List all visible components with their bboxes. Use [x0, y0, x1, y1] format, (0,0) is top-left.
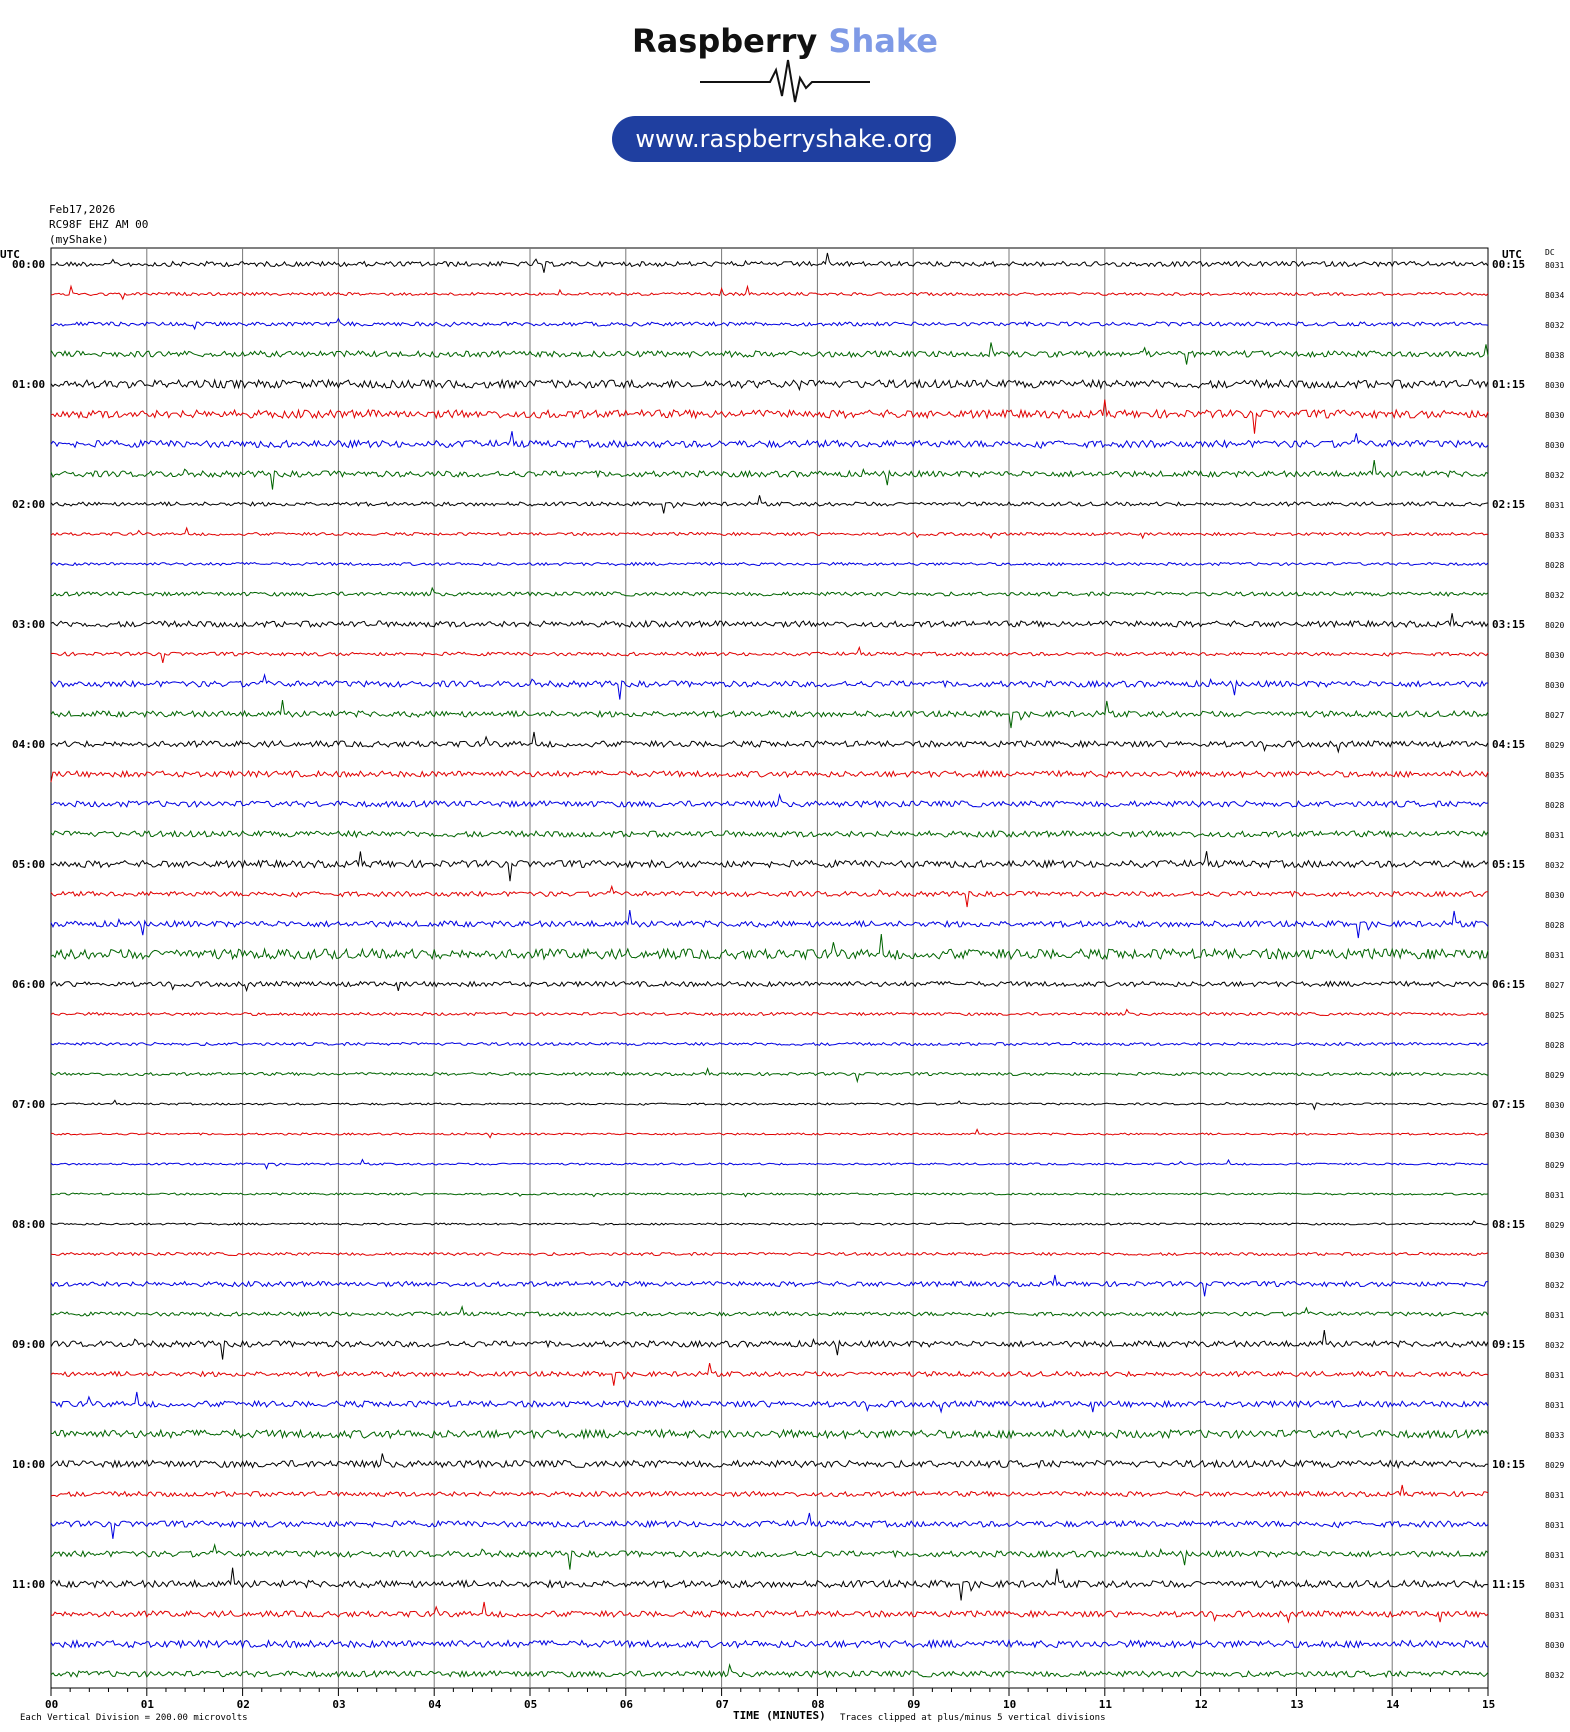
x-tick-label: 02 [236, 1698, 250, 1711]
dc-offset-label: 8031 [1545, 951, 1565, 960]
trace-row [51, 253, 1488, 273]
trace-row [51, 400, 1488, 434]
right-hour-label: 01:15 [1492, 378, 1526, 391]
dc-offset-label: 8029 [1545, 1221, 1565, 1230]
dc-label: DC [1545, 248, 1555, 257]
trace-row [51, 1129, 1488, 1137]
x-tick-label: 08 [811, 1698, 825, 1711]
trace-row [51, 1545, 1488, 1570]
trace-row [51, 528, 1488, 538]
trace-row [51, 1160, 1488, 1169]
left-hour-label: 00:00 [12, 258, 46, 271]
dc-offset-label: 8038 [1545, 351, 1565, 360]
x-axis [45, 1688, 1495, 1711]
dc-offset-label: 8032 [1545, 1341, 1565, 1350]
dc-offset-label: 8031 [1545, 1191, 1565, 1200]
trace-row [51, 1641, 1488, 1648]
left-hour-label: 01:00 [12, 378, 46, 391]
right-utc-label: UTC [1502, 248, 1522, 261]
trace-row [51, 675, 1488, 700]
dc-offset-label: 8029 [1545, 1461, 1565, 1470]
trace-row [51, 1568, 1488, 1601]
brand-accent: Shake [828, 22, 938, 60]
dc-offset-label: 8028 [1545, 921, 1565, 930]
x-tick-label: 15 [1482, 1698, 1496, 1711]
x-tick-label: 01 [140, 1698, 155, 1711]
station-id: RC98F EHZ AM 00 [49, 218, 149, 231]
record-date: Feb17,2026 [49, 203, 116, 216]
dc-offset-label: 8027 [1545, 711, 1565, 720]
trace-row [51, 732, 1488, 752]
trace-row [51, 1485, 1488, 1497]
dc-offset-label: 8030 [1545, 411, 1565, 420]
trace-row [51, 1430, 1488, 1438]
trace-row [51, 647, 1488, 663]
x-tick-label: 06 [619, 1698, 634, 1711]
trace-row [51, 1193, 1488, 1197]
trace-row [51, 886, 1488, 907]
trace-row [51, 495, 1488, 513]
trace-row [51, 1275, 1488, 1296]
dc-offset-label: 8030 [1545, 891, 1565, 900]
right-hour-label: 06:15 [1492, 978, 1526, 991]
trace-row [51, 319, 1488, 329]
trace-row [51, 982, 1488, 991]
dc-offset-label: 8020 [1545, 621, 1565, 630]
dc-offset-label: 8033 [1545, 531, 1565, 540]
trace-row [51, 795, 1488, 807]
trace-row [51, 1454, 1488, 1468]
left-hour-label: 04:00 [12, 738, 46, 751]
left-hour-label: 07:00 [12, 1098, 46, 1111]
dc-offset-label: 8031 [1545, 831, 1565, 840]
dc-offset-label: 8030 [1545, 381, 1565, 390]
right-hour-label: 02:15 [1492, 498, 1526, 511]
dc-offset-label: 8030 [1545, 1641, 1565, 1650]
trace-row [51, 700, 1488, 728]
clip-note: Traces clipped at plus/minus 5 vertical divisions [840, 1713, 1106, 1723]
seismic-traces [51, 253, 1488, 1677]
right-hour-label: 00:15 [1492, 258, 1526, 271]
x-tick-label: 14 [1386, 1698, 1400, 1711]
right-hour-label: 03:15 [1492, 618, 1526, 631]
right-hour-label: 07:15 [1492, 1098, 1526, 1111]
left-hour-label: 11:00 [12, 1578, 46, 1591]
network-name: (myShake) [49, 233, 109, 246]
trace-row [51, 1602, 1488, 1622]
dc-offset-label: 8032 [1545, 861, 1565, 870]
dc-offset-label: 8030 [1545, 1101, 1565, 1110]
dc-offset-label: 8030 [1545, 1251, 1565, 1260]
plot-frame [51, 248, 1488, 1688]
left-hour-label: 10:00 [12, 1458, 46, 1471]
right-hour-label: 08:15 [1492, 1218, 1526, 1231]
dc-offset-label: 8028 [1545, 561, 1565, 570]
trace-row [51, 588, 1488, 596]
trace-row [51, 563, 1488, 566]
dc-offset-label: 8029 [1545, 1071, 1565, 1080]
trace-row [51, 286, 1488, 299]
dc-offset-label: 8030 [1545, 681, 1565, 690]
left-utc-label: UTC [0, 248, 20, 261]
dc-offset-label: 8030 [1545, 441, 1565, 450]
dc-offset-label: 8028 [1545, 801, 1565, 810]
left-hour-label: 03:00 [12, 618, 46, 631]
trace-row [51, 1069, 1488, 1082]
x-tick-label: 11 [1098, 1698, 1113, 1711]
trace-row [51, 1010, 1488, 1016]
x-axis-title: TIME (MINUTES) [733, 1709, 826, 1722]
trace-row [51, 934, 1488, 959]
trace-row [51, 771, 1488, 782]
dc-offset-label: 8031 [1545, 1581, 1565, 1590]
plot-grid [51, 248, 1488, 1688]
trace-row [51, 910, 1488, 938]
x-tick-label: 03 [332, 1698, 346, 1711]
trace-row [51, 831, 1488, 837]
left-hour-label: 08:00 [12, 1218, 46, 1231]
dc-offset-label: 8025 [1545, 1011, 1565, 1020]
left-hour-label: 06:00 [12, 978, 46, 991]
dc-offset-label: 8031 [1545, 1401, 1565, 1410]
trace-row [51, 1665, 1488, 1677]
trace-row [51, 1221, 1488, 1225]
dc-offset-label: 8035 [1545, 771, 1565, 780]
dc-offset-label: 8031 [1545, 1491, 1565, 1500]
x-tick-label: 07 [715, 1698, 729, 1711]
dc-offset-label: 8032 [1545, 321, 1565, 330]
x-tick-label: 13 [1290, 1698, 1304, 1711]
dc-offset-label: 8032 [1545, 1671, 1565, 1680]
dc-offset-label: 8031 [1545, 1551, 1565, 1560]
x-tick-label: 00 [45, 1698, 59, 1711]
left-hour-label: 05:00 [12, 858, 46, 871]
left-hour-label: 09:00 [12, 1338, 46, 1351]
trace-row [51, 1363, 1488, 1386]
brand-main: Raspberry [632, 22, 818, 60]
x-tick-label: 12 [1194, 1698, 1208, 1711]
right-hour-label: 10:15 [1492, 1458, 1526, 1471]
trace-row [51, 460, 1488, 490]
dc-offset-label: 8032 [1545, 471, 1565, 480]
x-tick-label: 05 [524, 1698, 538, 1711]
trace-row [51, 1043, 1488, 1046]
trace-row [51, 1253, 1488, 1256]
right-hour-label: 11:15 [1492, 1578, 1526, 1591]
dc-offset-label: 8027 [1545, 981, 1565, 990]
axis-labels [12, 258, 1564, 1680]
dc-offset-label: 8031 [1545, 1521, 1565, 1530]
right-hour-label: 05:15 [1492, 858, 1526, 871]
dc-offset-label: 8031 [1545, 501, 1565, 510]
dc-offset-label: 8030 [1545, 1131, 1565, 1140]
x-tick-label: 10 [1003, 1698, 1017, 1711]
x-tick-label: 09 [907, 1698, 921, 1711]
dc-offset-label: 8033 [1545, 1431, 1565, 1440]
dc-offset-label: 8031 [1545, 1311, 1565, 1320]
right-hour-label: 09:15 [1492, 1338, 1526, 1351]
trace-row [51, 1513, 1488, 1539]
dc-offset-label: 8031 [1545, 1611, 1565, 1620]
website-link[interactable]: www.raspberryshake.org [612, 116, 956, 162]
division-scale-note: Each Vertical Division = 200.00 microvolts [20, 1713, 248, 1723]
dc-offset-label: 8032 [1545, 591, 1565, 600]
trace-row [51, 380, 1488, 390]
trace-row [51, 1100, 1488, 1109]
dc-offset-label: 8031 [1545, 1371, 1565, 1380]
trace-row [51, 1392, 1488, 1412]
dc-offset-label: 8030 [1545, 651, 1565, 660]
dc-offset-label: 8031 [1545, 261, 1565, 270]
dc-offset-label: 8028 [1545, 1041, 1565, 1050]
dc-offset-label: 8029 [1545, 741, 1565, 750]
trace-row [51, 851, 1488, 881]
x-tick-label: 04 [428, 1698, 442, 1711]
trace-row [51, 431, 1488, 448]
dc-offset-label: 8032 [1545, 1281, 1565, 1290]
right-hour-label: 04:15 [1492, 738, 1526, 751]
trace-row [51, 613, 1488, 627]
dc-offset-label: 8029 [1545, 1161, 1565, 1170]
left-hour-label: 02:00 [12, 498, 46, 511]
dc-offset-label: 8034 [1545, 291, 1565, 300]
trace-row [51, 343, 1488, 365]
trace-row [51, 1307, 1488, 1317]
trace-row [51, 1330, 1488, 1360]
